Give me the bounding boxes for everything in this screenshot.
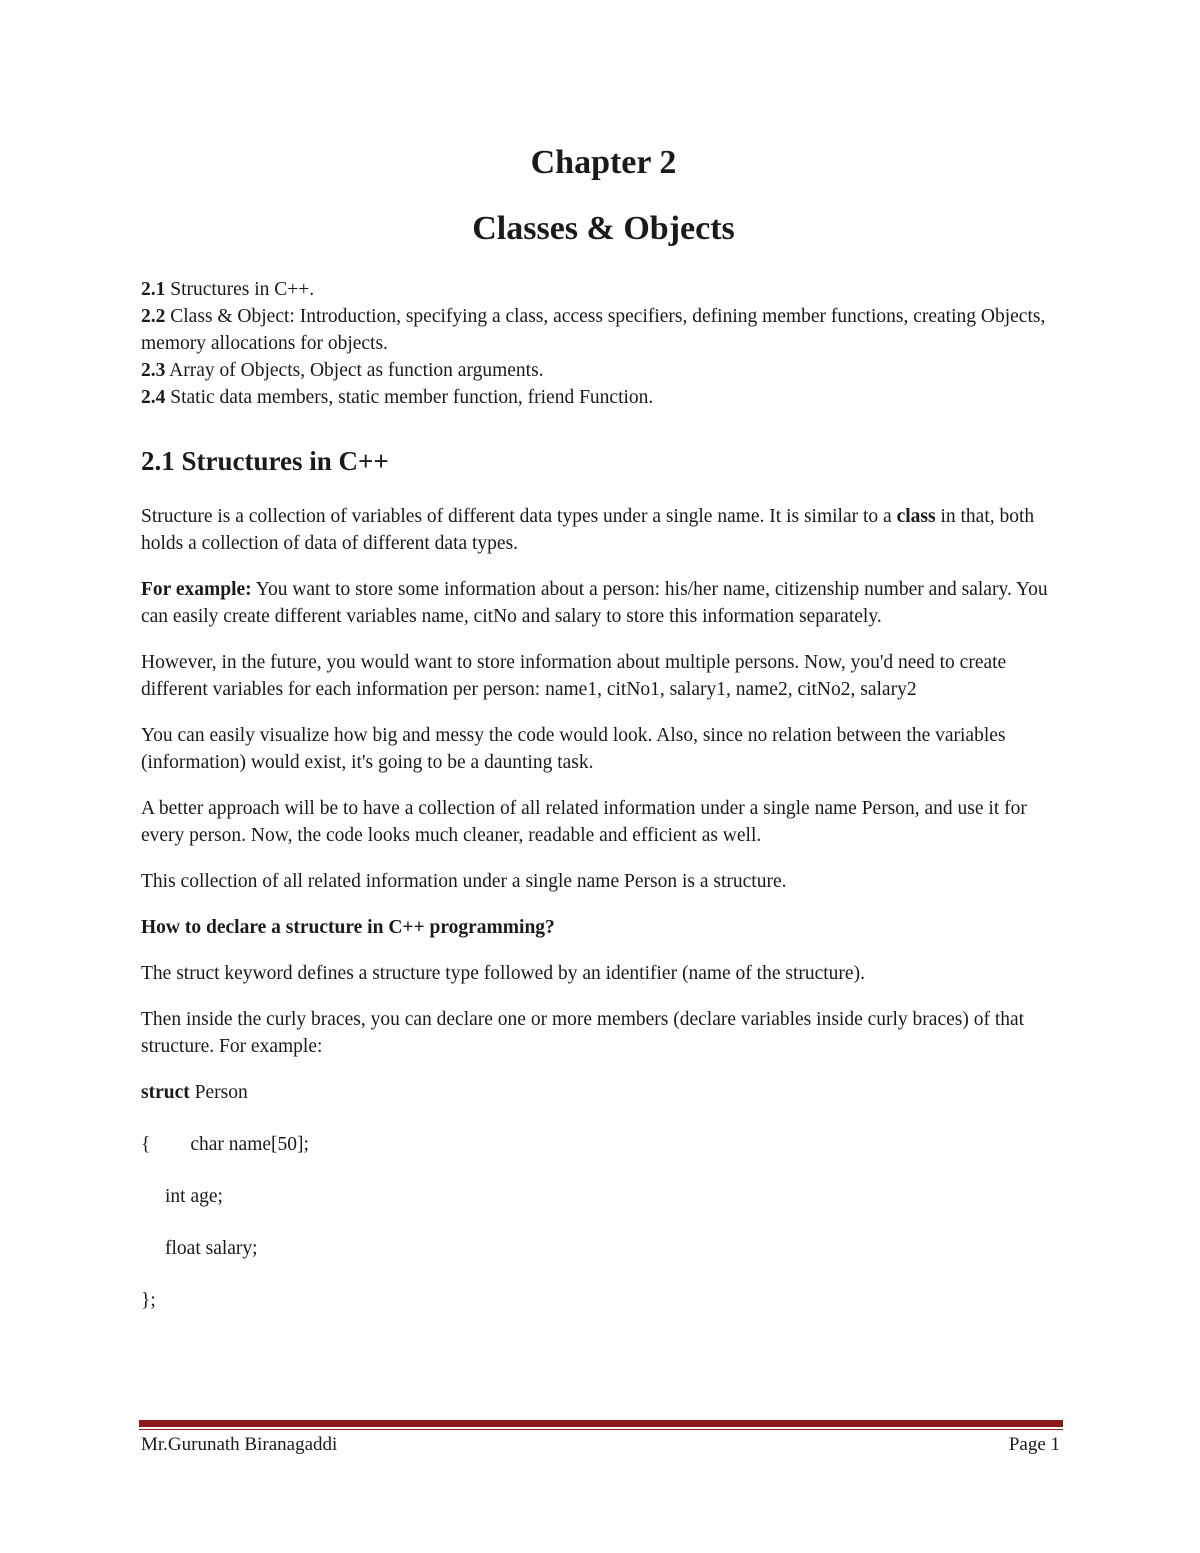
- table-of-contents: [141, 276, 1066, 411]
- paragraph-example: [141, 576, 1066, 630]
- code-line: [141, 1079, 1066, 1106]
- code-keyword: struct: [141, 1082, 190, 1103]
- section-heading: 2.1 Structures in C++: [141, 446, 389, 476]
- subheading-declare-structure: How to declare a structure in C++ programming?: [141, 917, 555, 938]
- paragraph-structure-definition: [141, 503, 1066, 557]
- code-line: [141, 1183, 1066, 1210]
- paragraph-multiple-persons: However, in the future, you would want to store information about multiple persons. Now, you'd need to create different variables for each information per person: name1, citNo1, salary1, name2, citNo2, salary2: [141, 652, 1007, 700]
- footer-rule-thin: [139, 1429, 1063, 1430]
- paragraph-text: You want to store some information about a person: his/her name, citizenship number and salary. You can easily create different variables name, citNo and salary to store this information separately.: [141, 579, 1048, 627]
- footer-rule: [139, 1420, 1063, 1427]
- class-keyword: class: [896, 506, 936, 527]
- footer-page-number: Page 1: [1008, 1434, 1060, 1455]
- paragraph-structure-summary: This collection of all related information under a single name Person is a structure.: [141, 871, 787, 892]
- toc-number: 2.4: [141, 387, 166, 408]
- toc-number: 2.2: [141, 306, 166, 327]
- code-line: [141, 1235, 1066, 1262]
- code-line: [141, 1287, 1066, 1314]
- paragraph-better-approach: A better approach will be to have a collection of all related information under a single name Person, and use it for every person. Now, the code looks much cleaner, readable and efficient as well.: [141, 798, 1027, 846]
- code-close-brace: };: [141, 1290, 156, 1311]
- code-line: [141, 1131, 1066, 1158]
- toc-number: 2.3: [141, 360, 166, 381]
- chapter-title: Chapter 2: [530, 144, 677, 181]
- paragraph-struct-keyword: The struct keyword defines a structure type followed by an identifier (name of the structure).: [141, 963, 865, 984]
- toc-text: Structures in C++.: [165, 279, 315, 300]
- example-label: For example:: [141, 579, 252, 600]
- paragraph-text: Structure is a collection of variables of different data types under a single name. It is similar to a: [141, 506, 897, 527]
- page-content: [141, 138, 1066, 1339]
- toc-item: [141, 276, 1066, 303]
- code-member: int age;: [165, 1186, 223, 1207]
- toc-item: [141, 384, 1066, 411]
- code-struct-name: Person: [189, 1082, 248, 1103]
- toc-item: [141, 357, 1066, 384]
- paragraph-curly-braces: Then inside the curly braces, you can declare one or more members (declare variables inside curly braces) of that structure. For example:: [141, 1009, 1025, 1057]
- code-example: [141, 1079, 1066, 1314]
- code-member: float salary;: [165, 1238, 258, 1259]
- toc-text: Static data members, static member function, friend Function.: [165, 387, 654, 408]
- code-open-brace: {: [141, 1134, 151, 1155]
- code-member: char name[50];: [190, 1134, 309, 1155]
- paragraph-messy-code: You can easily visualize how big and messy the code would look. Also, since no relation between the variables (information) would exist, it's going to be a daunting task.: [141, 725, 1006, 773]
- paragraph-text: in that, both holds a collection of data of different data types.: [141, 506, 1035, 554]
- toc-item: [141, 303, 1066, 357]
- toc-text: Class & Object: Introduction, specifying a class, access specifiers, defining member functions, creating Objects, memory allocations for objects.: [141, 306, 1046, 354]
- toc-number: 2.1: [141, 279, 166, 300]
- chapter-subtitle: Classes & Objects: [472, 210, 735, 247]
- toc-text: Array of Objects, Object as function arguments.: [165, 360, 544, 381]
- footer-author: Mr.Gurunath Biranagaddi: [141, 1434, 338, 1455]
